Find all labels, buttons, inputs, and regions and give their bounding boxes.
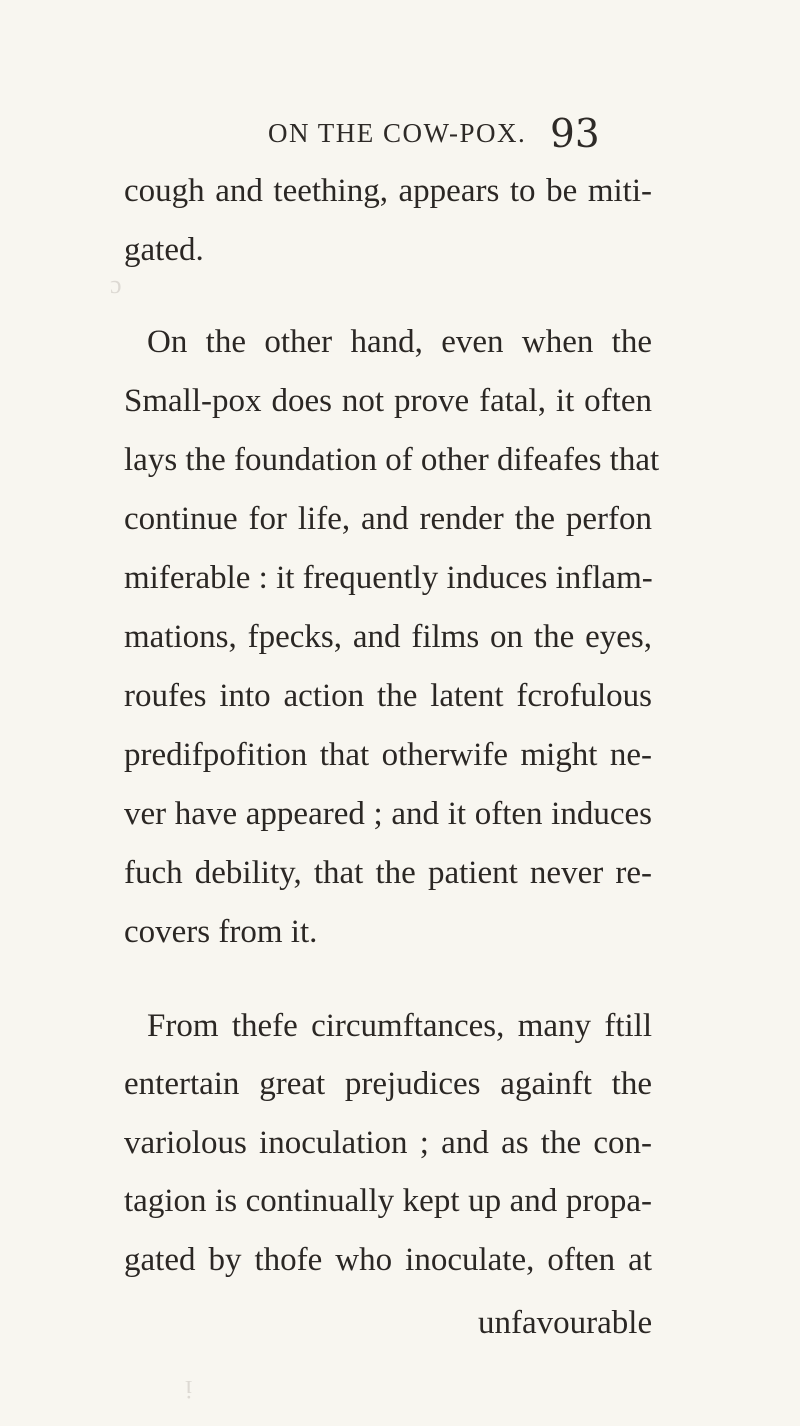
- body-line: mations, fpecks, and films on the eyes,: [124, 619, 652, 655]
- body-line: continue for life, and render the perfon: [124, 501, 652, 537]
- body-line: fuch debility, that the patient never re-: [124, 855, 652, 891]
- body-line: On the other hand, even when the: [147, 324, 652, 360]
- body-line: Small-pox does not prove fatal, it often: [124, 383, 652, 419]
- body-line: gated.: [124, 232, 204, 268]
- bleed-through-mark: ᴉ: [185, 1370, 193, 1399]
- body-line: tagion is continually kept up and propa-: [124, 1183, 652, 1219]
- running-head: ON THE COW-POX.: [268, 118, 527, 148]
- body-line: cough and teething, appears to be miti-: [124, 173, 652, 209]
- body-line: variolous inoculation ; and as the con-: [124, 1125, 652, 1161]
- body-line: gated by thofe who inoculate, often at: [124, 1242, 652, 1278]
- page-number: 93: [550, 112, 600, 157]
- bleed-through-mark: ɔ: [110, 270, 122, 299]
- catchword: unfavourable: [478, 1305, 653, 1341]
- body-line: covers from it.: [124, 914, 318, 950]
- body-line: From thefe circumftances, many ftill: [147, 1008, 652, 1044]
- body-line: miferable : it frequently induces inflam-: [124, 560, 653, 596]
- body-line: roufes into action the latent fcrofulous: [124, 678, 652, 714]
- body-line: entertain great prejudices againft the: [124, 1066, 652, 1102]
- body-line: predifpofition that otherwife might ne-: [124, 737, 652, 773]
- body-line: lays the foundation of other difeafes that: [124, 442, 660, 478]
- body-line: ver have appeared ; and it often induces: [124, 796, 652, 832]
